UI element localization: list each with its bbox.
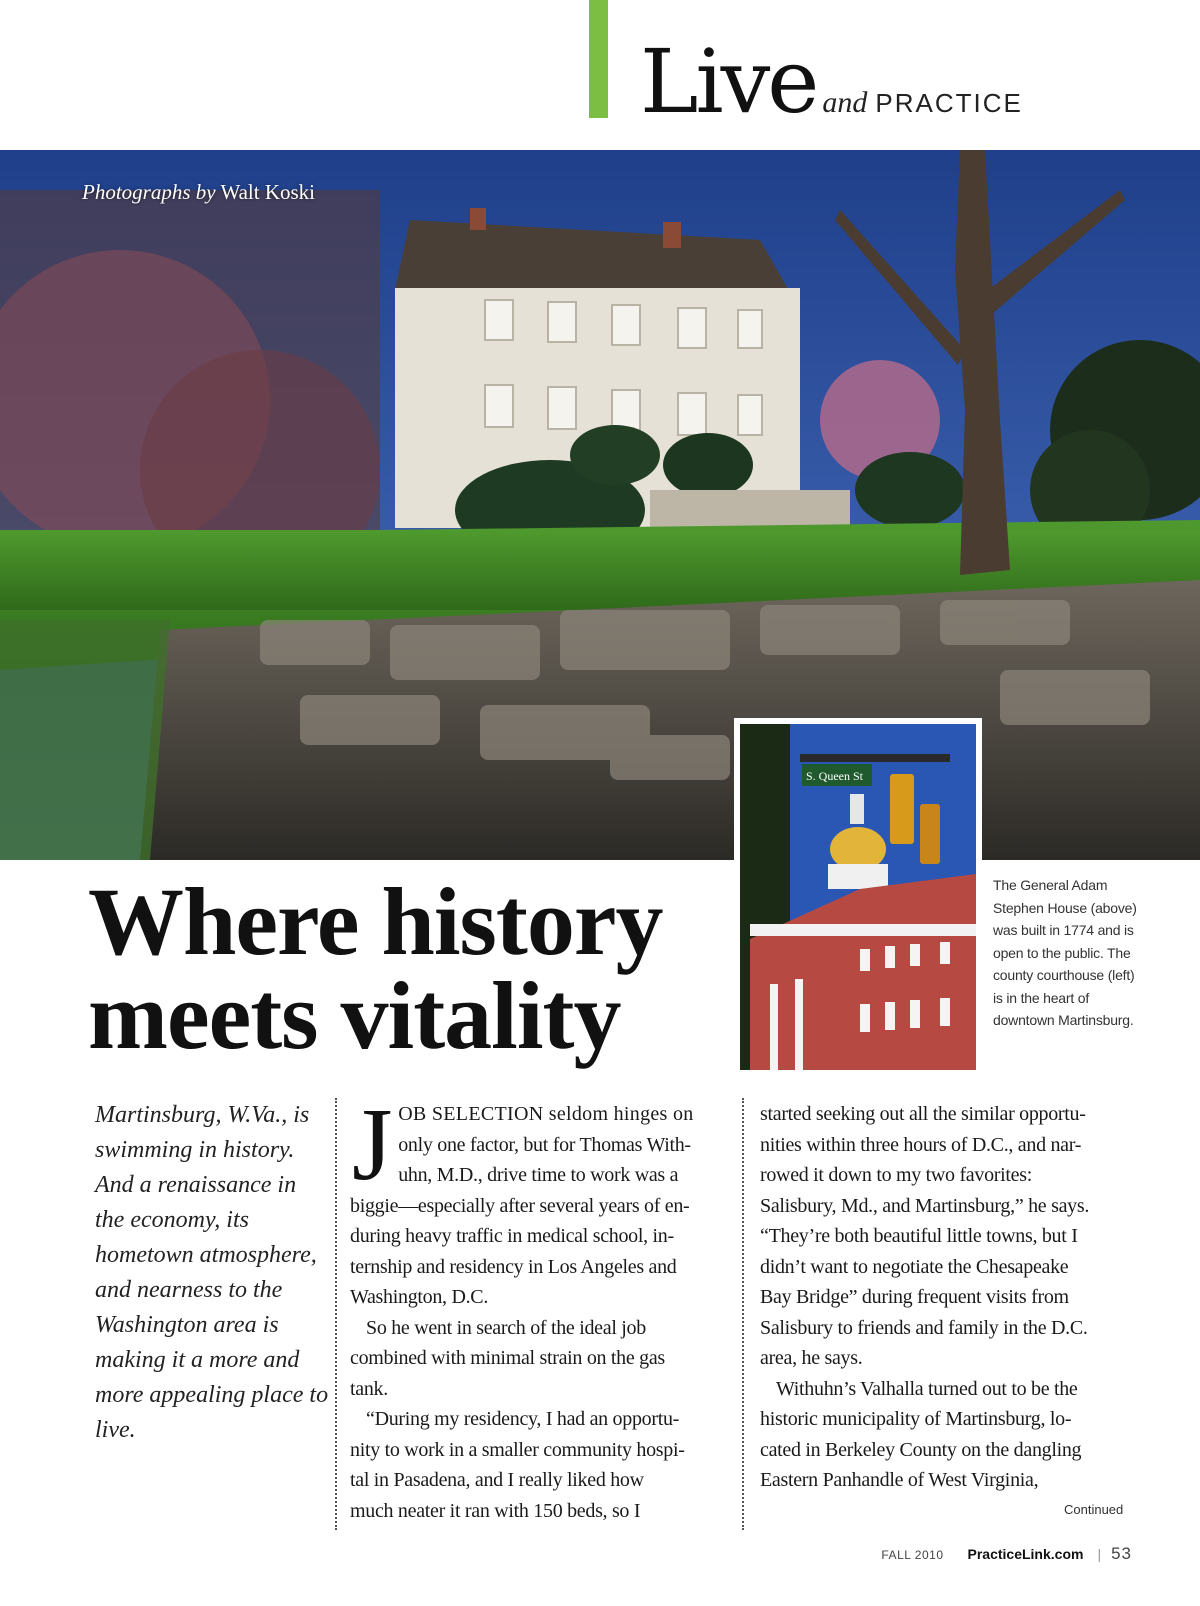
body-line: rowed it down to my two favorites: [760,1164,1032,1186]
body-line: “They’re both beautiful little towns, but I [760,1225,1078,1247]
body-line: Eastern Panhandle of West Virginia, [760,1469,1039,1491]
body-line: Salisbury to friends and family in the D.C. [760,1316,1088,1339]
body-line: Washington, D.C. [350,1286,489,1308]
body-line: Bay Bridge” during frequent visits from [760,1286,1069,1308]
headline-line-2: meets vitality [88,962,621,1069]
page-number: 53 [1111,1544,1132,1563]
body-line: cated in Berkeley County on the dangling [760,1438,1082,1461]
site-name: PracticeLink.com [967,1546,1084,1562]
body-line: Withuhn’s Valhalla turned out to be the [776,1377,1078,1400]
hero-photo-stone-house [0,150,1200,860]
body-column-2 [760,1099,1144,1496]
body-line: didn’t want to negotiate the Chesapeake [760,1255,1069,1278]
photo-credit-prefix: Photographs by [82,180,216,204]
photo-credit [82,180,315,205]
body-line: during heavy traffic in medical school, in- [350,1225,674,1247]
street-sign [802,764,872,786]
drop-cap: J [352,1087,393,1202]
body-line: ternship and residency in Los Angeles and [350,1255,677,1278]
body-line: biggie—especially after several years of en- [350,1194,690,1217]
street-sign-text: S. Queen St [806,769,863,783]
body-line: So he went in search of the ideal job [366,1316,646,1339]
body-line: nities within three hours of D.C., and nar- [760,1133,1082,1156]
body-line: much neater it ran with 150 beds, so I [350,1499,641,1522]
article-headline [88,868,728,1069]
issue-label: FALL 2010 [881,1548,944,1562]
body-line: combined with minimal strain on the gas [350,1347,665,1369]
headline-line-1: Where history [88,868,663,975]
body-line: nity to work in a smaller community hospi- [350,1438,685,1461]
body-line: historic municipality of Martinsburg, lo- [760,1408,1072,1430]
continued-label: Continued [1064,1502,1124,1517]
section-accent-bar [589,0,608,118]
body-line: only one factor, but for Thomas With- [398,1133,691,1156]
body-line: started seeking out all the similar opportu- [760,1103,1086,1125]
body-line: “During my residency, I had an opportu- [366,1408,680,1430]
column-divider [335,1098,337,1530]
body-column-1 [350,1087,728,1526]
body-line: area, he says. [760,1347,863,1369]
article-deck: Martinsburg, W.Va., is swimming in history. And a renaissance in the economy, its hometown atmosphere, and nearness to the Washington area is making it a more and more appealing place to live. [95,1102,329,1443]
section-title-practice: PRACTICE [875,88,1023,118]
photo-caption: The General Adam Stephen House (above) was built in 1774 and is open to the public. The county courthouse (left) is in the heart of downtown Martinsburg. [993,877,1137,1028]
section-header [640,30,1023,133]
column-divider [742,1098,744,1530]
photo-credit-name: Walt Koski [220,180,316,204]
page-footer [881,1544,1132,1564]
body-line: Salisbury, Md., and Martinsburg,” he says. [760,1194,1090,1217]
body-line: tank. [350,1377,388,1400]
body-line: uhn, M.D., drive time to work was a [398,1164,679,1186]
section-title-live: Live [640,30,817,133]
body-line: tal in Pasadena, and I really liked how [350,1469,644,1491]
footer-separator: | [1097,1546,1102,1562]
section-title-and: and [822,86,868,119]
body-line: OB SELECTION seldom hinges on [398,1103,694,1125]
inset-photo-courthouse [734,718,982,1076]
